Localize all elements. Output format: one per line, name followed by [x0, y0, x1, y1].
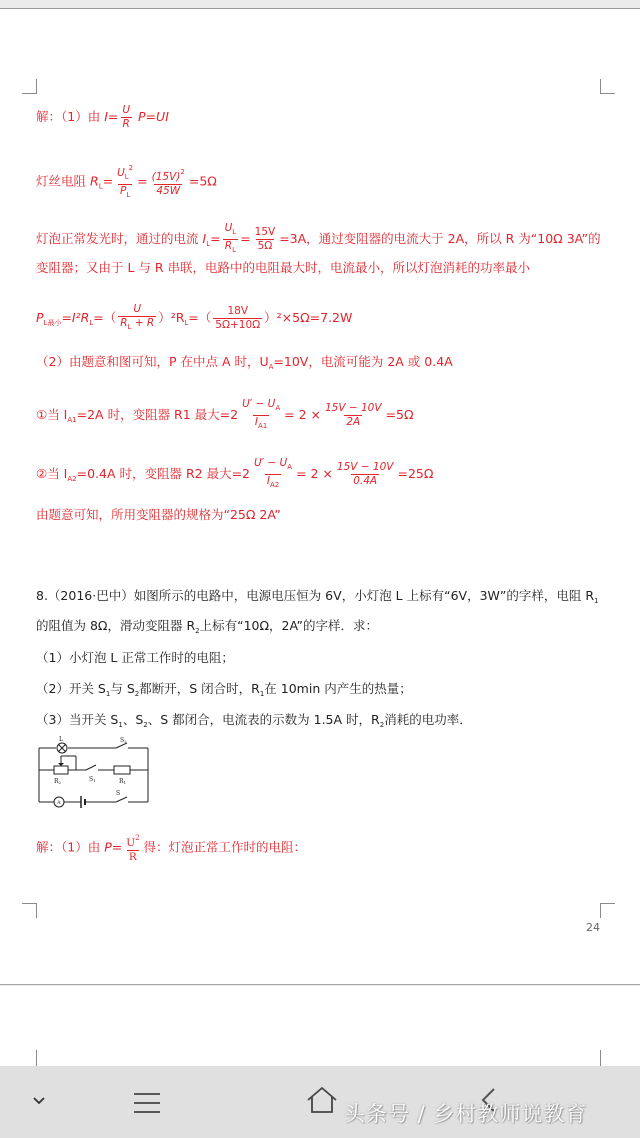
page-number: 24: [586, 921, 600, 934]
label-A: A: [57, 800, 61, 806]
crop-mark-next-left: [36, 1050, 37, 1066]
solution-line-8: ②当 $I_{A2}=0.4A$ 时，变阻器 R2 最大=2 $\frac{U' - U_A}{I_{A2}}$ = 2 × $\frac{15V - 10V}{0.4A}$ =25Ω: [36, 457, 433, 492]
problem-8-line-1: 8.（2016·巴中）如图所示的电路中，电源电压恒为 6V，小灯泡 L 上标有“6V，3W”的字样，电阻 $R_1$: [36, 588, 599, 605]
label-S2: S2: [120, 737, 127, 744]
problem-8-question-3: （3）当开关 $S_1$、$S_2$、S 都闭合，电流表的示数为 1.5A 时，$R_2$消耗的电功率．: [36, 712, 472, 729]
label-R1: R1: [119, 778, 127, 785]
crop-mark-bottom-left: [22, 903, 37, 918]
solution2-line-1: 解：（1）由 P= $\frac{U^2}{R}$ 得：灯泡正常工作时的电阻：: [36, 834, 307, 863]
switch-s1: [86, 765, 96, 770]
label-L: L: [59, 736, 63, 743]
chevron-down-icon[interactable]: [32, 1096, 46, 1106]
solution-line-9: 由题意可知，所用变阻器的规格为“25Ω 2A”: [36, 507, 281, 522]
label-S: S: [116, 790, 121, 797]
problem-8-line-2: 的阻值为 8Ω，滑动变阻器 $R_2$上标有“10Ω，2A”的字样．求：: [36, 618, 378, 635]
resistor-r1: [114, 766, 130, 774]
solution-line-6: （2）由题意和图可知，P 在中点 A 时，$U_A=10V$，电流可能为 2A 或 0.4A: [36, 354, 453, 371]
crop-mark-top-right: [600, 79, 615, 94]
menu-icon[interactable]: [133, 1092, 161, 1114]
crop-mark-top-left: [22, 79, 37, 94]
switch-s: [116, 797, 127, 802]
solution-line-7: ①当 $I_{A1}=2A$ 时，变阻器 R1 最大=2 $\frac{U' - U_A}{I_{A1}}$ = 2 × $\frac{15V - 10V}{2A}$ =5Ω: [36, 398, 414, 433]
solution-line-3: 灯泡正常发光时，通过的电流 $I_L=$ $\frac{U_L}{R_L}$ = $\frac{15V}{5\Omega}$ =3A，通过变阻器的电流大于 2A，所以 R 为“10Ω 3A”的: [36, 222, 601, 257]
page-divider: [0, 984, 640, 985]
circuit-diagram: [36, 734, 152, 808]
rheostat-r2: [54, 766, 68, 774]
solution-line-5: $P_{L最小}=I^2R_L=$（ $\frac{U}{R_L + R}$ ）$^2R_L=$（ $\frac{18V}{5\Omega+10\Omega}$ ）²×5Ω=7.2W: [36, 303, 352, 334]
home-icon[interactable]: [306, 1086, 338, 1114]
crop-mark-next-right: [600, 1050, 601, 1066]
crop-mark-bottom-right: [600, 903, 615, 918]
label-S1: S1: [89, 776, 96, 783]
next-page: [0, 986, 640, 1066]
problem-8-question-2: （2）开关 $S_1$与 $S_2$都断开，S 闭合时，$R_1$在 10min 内产生的热量；: [36, 681, 412, 698]
label-R2: R2: [54, 778, 62, 785]
solution-line-4: 变阻器；又由于 L 与 R 串联，电路中的电阻最大时，电流最小，所以灯泡消耗的功率最小: [36, 260, 531, 275]
watermark: 头条号 / 乡村教师说教育: [344, 1102, 588, 1126]
solution-line-1: 解：（1）由 I= $\frac{U}{R}$ P=UI: [36, 104, 169, 130]
problem-8-question-1: （1）小灯泡 L 正常工作时的电阻；: [36, 650, 234, 665]
solution-line-2: 灯丝电阻 $R_L=$ $\frac{U_L^2}{P_L}$ = $\frac{(15V)^2}{45W}$ =5Ω: [36, 162, 217, 202]
